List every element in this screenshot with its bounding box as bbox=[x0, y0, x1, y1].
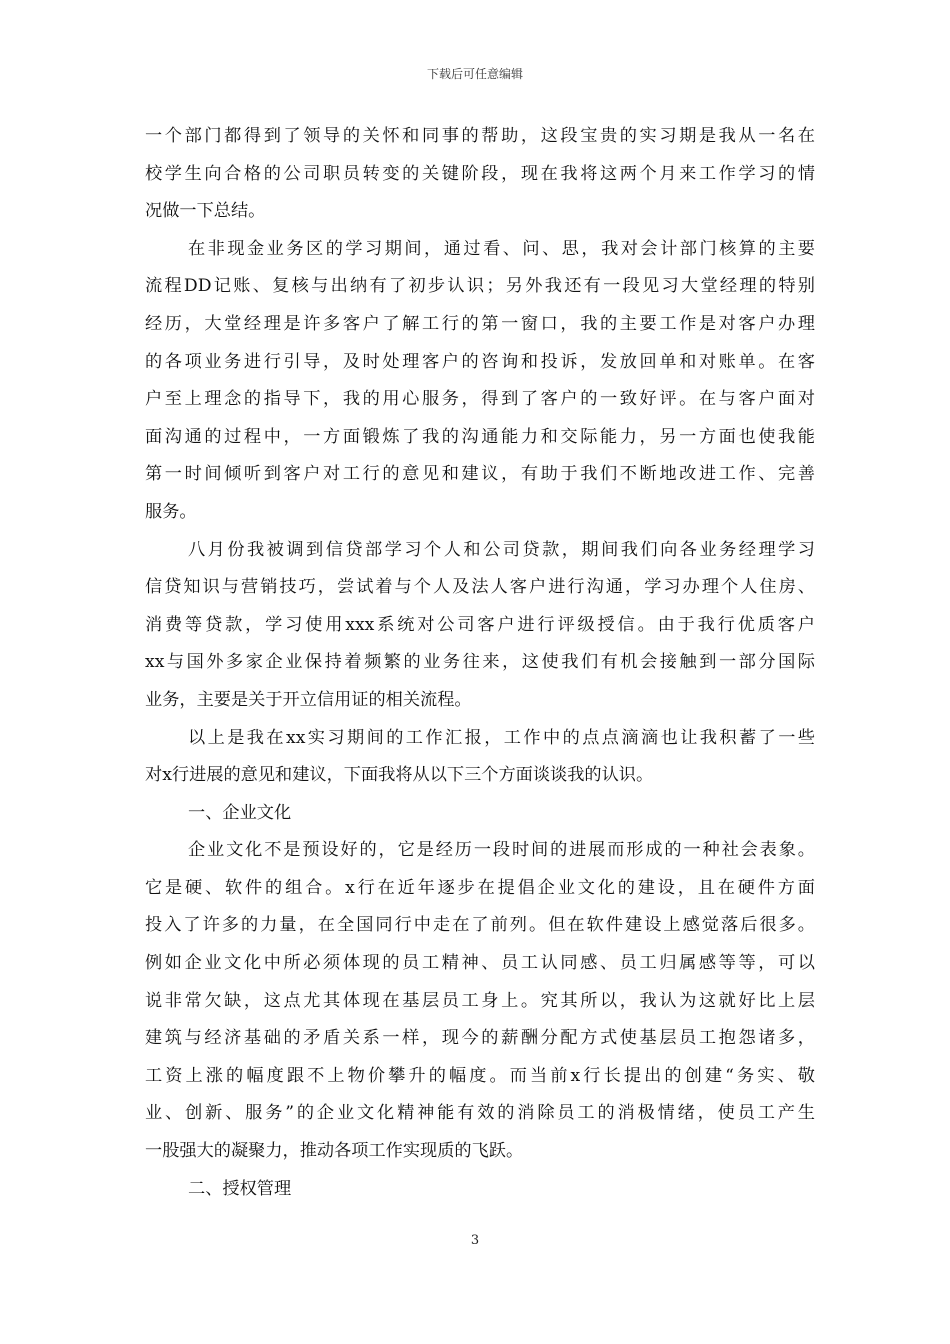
text-line: 它是硬、软件的组合。x行在近年逐步在提倡企业文化的建设，且在硬件方面 bbox=[145, 877, 815, 898]
text-line: 一个部门都得到了领导的关怀和同事的帮助，这段宝贵的实习期是我从一名在 bbox=[145, 126, 815, 146]
text-line: 工资上涨的幅度跟不上物价攀升的幅度。而当前x行长提出的创建“务实、敬 bbox=[145, 1065, 815, 1086]
text-line: 对x行进展的意见和建议，下面我将从以下三个方面谈谈我的认识。 bbox=[145, 765, 654, 786]
document-body bbox=[145, 118, 815, 1208]
text-line: xx与国外多家企业保持着频繁的业务往来，这使我们有机会接触到一部分国际 bbox=[145, 652, 815, 673]
text-line: 二、授权管理 bbox=[188, 1178, 292, 1199]
text-line: 企业文化不是预设好的，它是经历一段时间的进展而形成的一种社会表象。 bbox=[188, 840, 815, 861]
text-line: 信贷知识与营销技巧，尝试着与个人及法人客户进行沟通，学习办理个人住房、 bbox=[145, 577, 815, 598]
text-line: 八月份我被调到信贷部学习个人和公司贷款，期间我们向各业务经理学习 bbox=[188, 539, 815, 560]
page-header: 下载后可任意编辑 bbox=[426, 67, 523, 81]
page-number: 3 bbox=[470, 1233, 480, 1248]
text-line: 例如企业文化中所必须体现的员工精神、员工认同感、员工归属感等等，可以 bbox=[145, 953, 815, 974]
text-line: 服务。 bbox=[145, 501, 197, 522]
text-line: 校学生向合格的公司职员转变的关键阶段，现在我将这两个月来工作学习的情 bbox=[145, 163, 815, 184]
text-line: 的各项业务进行引导，及时处理客户的咨询和投诉，发放回单和对账单。在客 bbox=[145, 351, 815, 372]
text-line: 业务，主要是关于开立信用证的相关流程。 bbox=[145, 689, 472, 710]
text-line: 一、企业文化 bbox=[188, 802, 292, 823]
text-line: 在非现金业务区的学习期间，通过看、问、思，我对会计部门核算的主要 bbox=[188, 238, 815, 259]
text-line: 流程DD记账、复核与出纳有了初步认识；另外我还有一段见习大堂经理的特别 bbox=[145, 276, 815, 297]
text-line: 以上是我在xx实习期间的工作汇报，工作中的点点滴滴也让我积蓄了一些 bbox=[188, 727, 815, 748]
text-line: 况做一下总结。 bbox=[145, 201, 266, 222]
text-line: 说非常欠缺，这点尤其体现在基层员工身上。究其所以，我认为这就好比上层 bbox=[145, 990, 815, 1011]
text-line: 面沟通的过程中，一方面锻炼了我的沟通能力和交际能力，另一方面也使我能 bbox=[145, 426, 815, 447]
text-line: 第一时间倾听到客户对工行的意见和建议，有助于我们不断地改进工作、完善 bbox=[145, 464, 815, 485]
text-line: 经历，大堂经理是许多客户了解工行的第一窗口，我的主要工作是对客户办理 bbox=[145, 313, 815, 334]
text-line: 建筑与经济基础的矛盾关系一样，现今的薪酬分配方式使基层员工抱怨诸多， bbox=[145, 1028, 815, 1049]
text-line: 投入了许多的力量，在全国同行中走在了前列。但在软件建设上感觉落后很多。 bbox=[145, 915, 815, 936]
text-line: 一股强大的凝聚力，推动各项工作实现质的飞跃。 bbox=[145, 1141, 524, 1162]
text-line: 业、创新、服务”的企业文化精神能有效的消除员工的消极情绪，使员工产生 bbox=[145, 1103, 815, 1124]
text-line: 户至上理念的指导下，我的用心服务，得到了客户的一致好评。在与客户面对 bbox=[145, 389, 815, 410]
text-line: 消费等贷款，学习使用xxx系统对公司客户进行评级授信。由于我行优质客户 bbox=[145, 614, 815, 635]
